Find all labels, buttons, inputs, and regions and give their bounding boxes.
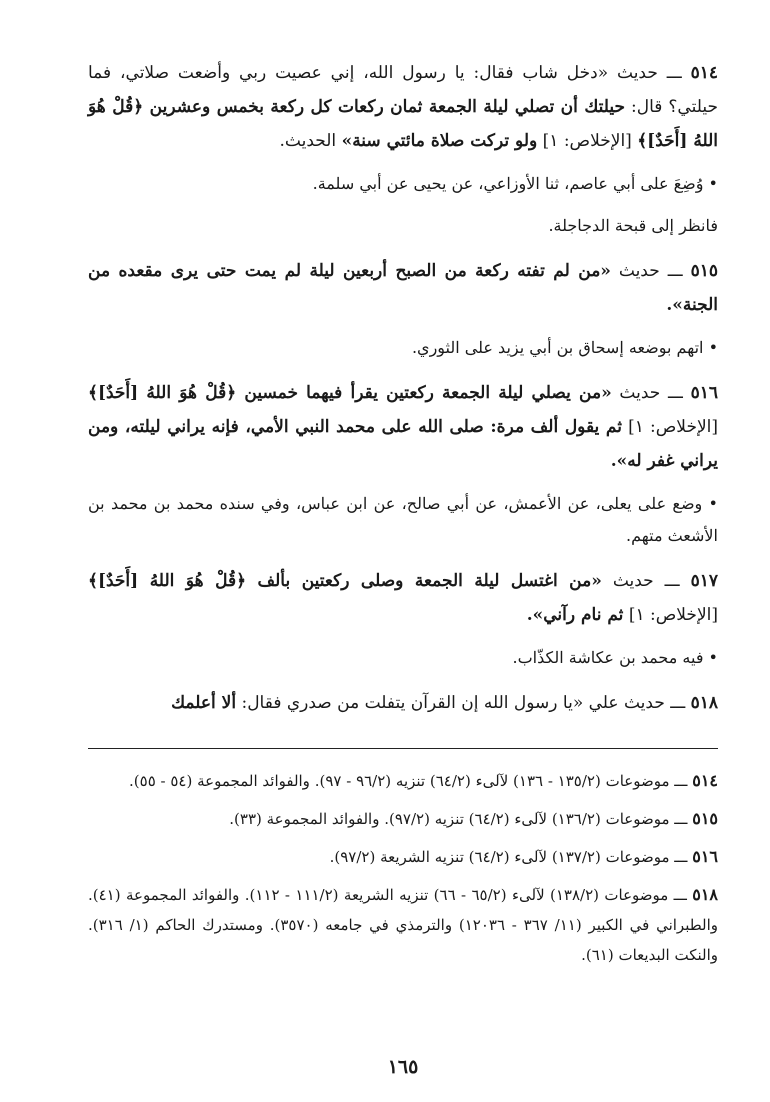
entry-note-514: • وُضِعَ على أبي عاصم، ثنا الأوزاعي، عن يحيى عن أبي سلمة. (312, 174, 718, 193)
footnote-divider (88, 748, 718, 749)
footnote-518 (88, 880, 718, 970)
hadith-entry-516 (88, 376, 718, 478)
entry-lead-text: ـــ حديث علي «يا رسول الله إن القرآن يتفلت من صدري فقال: (236, 693, 691, 713)
surah-reference: [الإخلاص: ١] (537, 131, 638, 151)
entry-bold-text: «من اغتسل ليلة الجمعة وصلى ركعتين بألف ﴿قُلْ هُوَ اللهُ [أَحَدٌ]﴾ (88, 571, 602, 591)
entry-bold-text-2: ثم نام رآني». (526, 605, 624, 625)
entry-lead-text: ـــ حديث (610, 261, 691, 281)
entry-bold-text: ألا أعلمك (171, 693, 237, 713)
entry-bold-text-2: ثم يقول ألف مرة: صلى الله على محمد النبي الأمي، فإنه يراني ليلته، ومن يراني غفر له». (88, 417, 718, 471)
page-number: ١٦٥ (387, 1056, 419, 1078)
footnote-515 (88, 804, 718, 834)
entry-bold-text: «من لم تفته ركعة من الصبح أربعين ليلة لم يمت حتى يرى مقعده من الجنة». (88, 261, 718, 315)
entry-number: ٥١٧ (690, 571, 718, 591)
entry-number: ٥١٨ (690, 693, 718, 713)
footnote-514 (88, 766, 718, 796)
entry-lead-text: ـــ حديث (611, 383, 691, 403)
footnote-text: ـــ موضوعات (١٣٨/٢) لآلىء (٦٥/٢ - ٦٦) تنزيه الشريعة (١١١/٢ - ١١٢). والفوائد المجموعة (٤١). والطبراني في الكبير (١١/ ٣٦٧ - ١٢٠٣٦) والترمذي في جامعه (٣٥٧٠). ومستدرك الحاكم (١/ ٣١٦). والنكت البديعات (٦١). (88, 886, 719, 964)
footnote-number: ٥١٦ (692, 847, 718, 866)
entry-note-515: • اتهم بوضعه إسحاق بن أبي يزيد على الثوري. (411, 338, 718, 357)
footnote-text: ـــ موضوعات (١٣٧/٢) لآلىء (٦٤/٢) تنزيه الشريعة (٩٧/٢). (329, 848, 693, 866)
entry-note-514-b: فانظر إلى قبحة الدجاجلة. (548, 216, 718, 235)
hadith-entry-517 (88, 564, 718, 632)
entry-number: ٥١٤ (690, 63, 718, 83)
footnotes (88, 766, 718, 978)
hadith-entry-514 (88, 56, 718, 158)
hadith-entry-518 (88, 686, 718, 720)
entry-lead-text: ـــ حديث (601, 571, 691, 591)
surah-reference: [الإخلاص: ١] (621, 417, 718, 437)
entry-bold-text: «من يصلي ليلة الجمعة ركعتين يقرأ فيهما خمسين ﴿قُلْ هُوَ اللهُ [أَحَدٌ]﴾ (88, 383, 612, 403)
entry-tail-text: الحديث. (279, 131, 342, 151)
footnote-text: ـــ موضوعات (١٣٥/٢ - ١٣٦) لآلىء (٦٤/٢) تنزيه (٩٦/٢ - ٩٧). والفوائد المجموعة (٥٤ - ٥٥). (129, 772, 693, 790)
hadith-entry-515 (88, 254, 718, 322)
footnote-text: ـــ موضوعات (١٣٦/٢) لآلىء (٦٤/٢) تنزيه (٩٧/٢). والفوائد المجموعة (٣٣). (229, 810, 693, 828)
footnote-number: ٥١٨ (692, 885, 719, 904)
footnote-516 (88, 842, 718, 872)
surah-reference: [الإخلاص: ١] (623, 605, 718, 625)
entry-lead-text: ـــ حديث «دخل شاب فقال: يا رسول الله، إني عصيت ربي وأضعت صلاتي، فما حيلتي؟ قال: (88, 63, 718, 117)
entry-note-516: • وضع على يعلى، عن الأعمش، عن أبي صالح، عن ابن عباس، وفي سنده محمد بن محمد بن الأشعث متهم. (88, 494, 718, 545)
entry-bold-text: حيلتك أن تصلي ليلة الجمعة ثمان ركعات كل ركعة بخمس وعشرين ﴿قُلْ هُوَ اللهُ [أَحَدٌ]﴾ (88, 97, 718, 151)
footnote-number: ٥١٤ (692, 771, 718, 790)
footnote-number: ٥١٥ (692, 809, 718, 828)
entry-note-517: • فيه محمد بن عكاشة الكذّاب. (512, 648, 718, 667)
entry-bold-text-2: ولو تركت صلاة مائتي سنة» (341, 131, 538, 151)
entry-number: ٥١٥ (690, 261, 718, 281)
entry-number: ٥١٦ (690, 383, 718, 403)
page-body (88, 56, 719, 1078)
